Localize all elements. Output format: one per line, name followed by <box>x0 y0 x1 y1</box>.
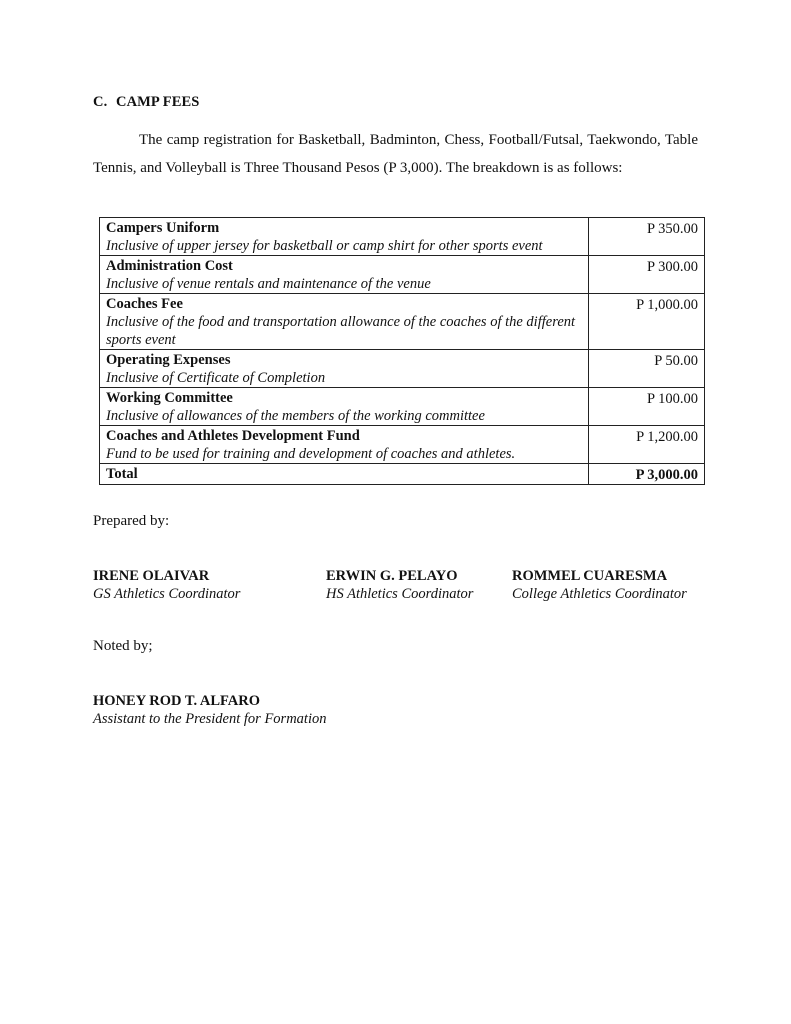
table-row <box>100 218 705 256</box>
fee-item-cell <box>100 294 589 350</box>
fee-item-description: Fund to be used for training and development of coaches and athletes. <box>106 446 516 462</box>
table-row <box>100 388 705 426</box>
fee-item-description: Inclusive of the food and transportation allowance of the coaches of the different sports event <box>106 314 576 348</box>
noted-by-label: Noted by; <box>93 638 153 654</box>
fee-item-cell <box>100 256 589 294</box>
fee-item-title: Campers Uniform <box>106 220 220 236</box>
fee-amount: P 100.00 <box>589 388 705 426</box>
fee-amount: P 50.00 <box>589 350 705 388</box>
fee-item-description: Inclusive of upper jersey for basketball or camp shirt for other sports event <box>106 238 543 254</box>
table-row <box>100 350 705 388</box>
fee-item-title: Working Committee <box>106 390 233 406</box>
fee-item-description: Inclusive of Certificate of Completion <box>106 370 326 386</box>
fee-item-cell <box>100 218 589 256</box>
total-label: Total <box>100 464 589 485</box>
table-row <box>100 256 705 294</box>
fee-amount: P 300.00 <box>589 256 705 294</box>
fee-item-cell <box>100 350 589 388</box>
prepared-by-label: Prepared by: <box>93 513 170 529</box>
fee-item-title: Operating Expenses <box>106 352 231 368</box>
fee-amount: P 1,200.00 <box>589 426 705 464</box>
noter-name: HONEY ROD T. ALFARO <box>93 693 261 709</box>
fee-amount: P 350.00 <box>589 218 705 256</box>
fee-item-title: Administration Cost <box>106 258 233 274</box>
total-amount: P 3,000.00 <box>589 464 705 485</box>
signatory-role: HS Athletics Coordinator <box>326 586 474 602</box>
section-heading <box>93 94 199 111</box>
fee-item-cell <box>100 426 589 464</box>
signatory-block <box>93 567 240 603</box>
fee-item-title: Coaches and Athletes Development Fund <box>106 428 360 444</box>
intro-paragraph: The camp registration for Basketball, Badminton, Chess, Football/Futsal, Taekwondo, Table Tennis, and Volleyball is Three Thousand Pesos (P 3,000). The breakdown is as follows: <box>93 132 698 176</box>
fee-item-title: Coaches Fee <box>106 296 183 312</box>
fee-item-description: Inclusive of allowances of the members of the working committee <box>106 408 485 424</box>
fee-item-cell <box>100 388 589 426</box>
fee-breakdown-table <box>99 217 705 485</box>
fee-amount: P 1,000.00 <box>589 294 705 350</box>
fee-item-description: Inclusive of venue rentals and maintenance of the venue <box>106 276 431 292</box>
table-row <box>100 294 705 350</box>
signatory-name: ROMMEL CUARESMA <box>512 568 668 584</box>
section-number: C. <box>93 94 108 110</box>
table-row <box>100 426 705 464</box>
signatory-name: IRENE OLAIVAR <box>93 568 210 584</box>
signatory-role: GS Athletics Coordinator <box>93 586 241 602</box>
signatory-role: College Athletics Coordinator <box>512 586 687 602</box>
signatory-block <box>326 567 473 603</box>
section-title: CAMP FEES <box>116 94 200 110</box>
signatory-block <box>512 567 687 603</box>
noter-role: Assistant to the President for Formation <box>93 711 327 727</box>
noter-block <box>93 692 326 728</box>
total-row <box>100 464 705 485</box>
signatory-name: ERWIN G. PELAYO <box>326 568 458 584</box>
